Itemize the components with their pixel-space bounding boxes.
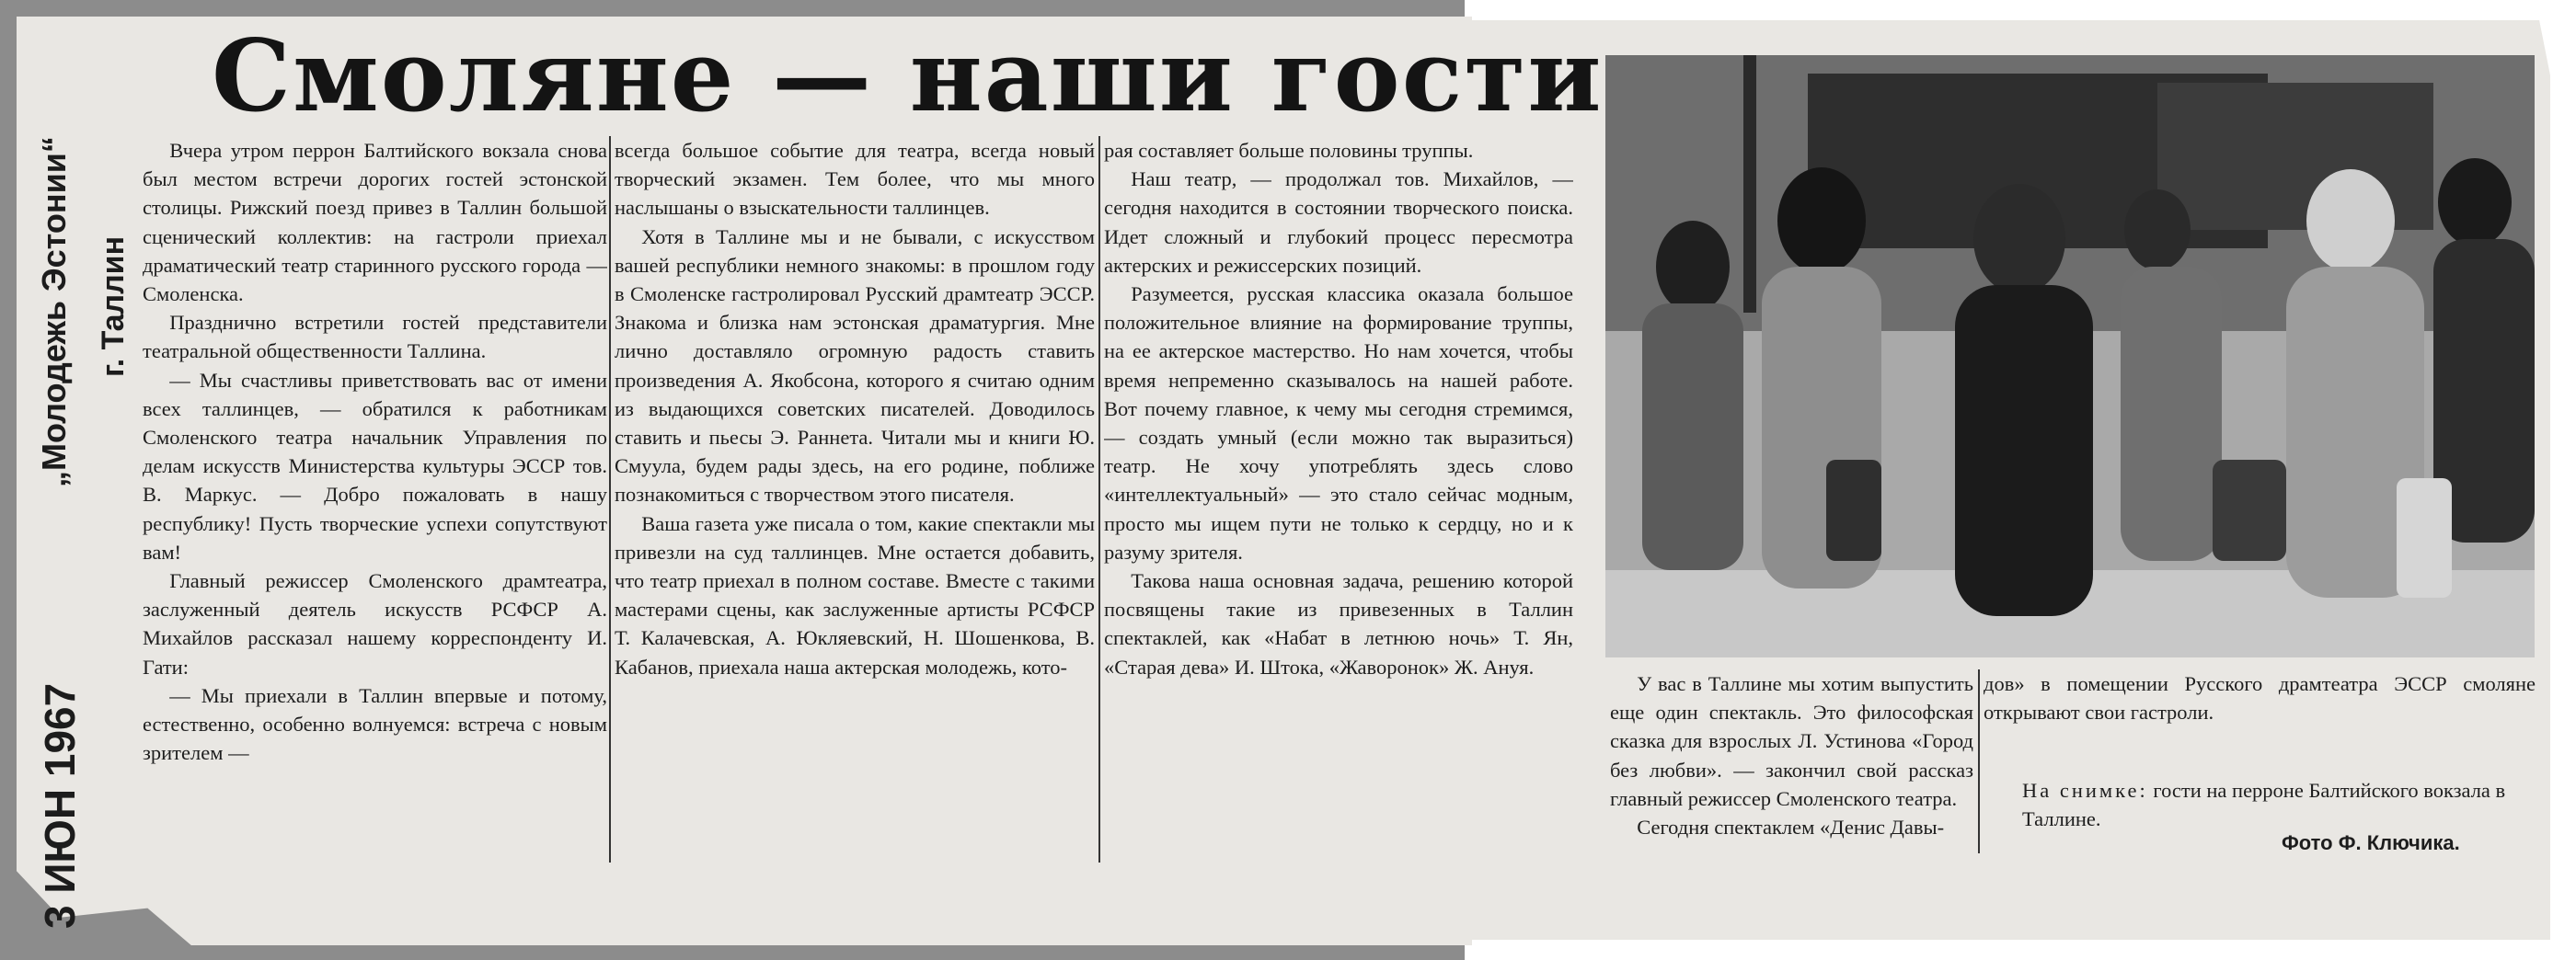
newspaper-name: „Молодежь Эстонии“ bbox=[35, 136, 73, 487]
article-column-4 bbox=[1610, 669, 1973, 853]
paragraph: дов» в помещении Русского драмтеатра ЭССР смоляне открывают свои гастроли. bbox=[1984, 672, 2536, 725]
photo-credit: Фото Ф. Ключика. bbox=[2282, 831, 2460, 854]
paragraph: всегда большое событие для театра, всегда новый творческий экзамен. Тем более, что мы много наслышаны о взыскательности таллинцев. bbox=[615, 139, 1095, 220]
paragraph: Ваша газета уже писала о том, какие спектакли мы привезли на суд таллинцев. Мне остается добавить, что театр приехал в полном составе. Вместе с такими мастерами сцены, как заслуженные артисты РСФСР Т. Калачевская, А. Юкляевский, Н. Шошенкова, В. Кабанов, приехала наша актерская молодежь, кото- bbox=[615, 511, 1095, 679]
paragraph: У вас в Таллине мы хотим выпустить еще один спектакль. Это философская сказка для взрослых Л. Устинова «Город без любви». — закончил свой рассказ главный режиссер Смоленского театра. bbox=[1610, 672, 1973, 810]
paragraph: — Мы приехали в Таллин впервые и потому, естественно, особенно волнуемся: встреча с новым зрителем — bbox=[143, 683, 607, 765]
caption-lead: На снимке: bbox=[2022, 779, 2148, 802]
paragraph: Разумеется, русская классика оказала большое положительное влияние на формирование труппы, на ее актерское мастерство. Но нам хочется, чтобы время непременно сказывалось на нашей работе. Вот почему главное, к чему мы сегодня стремимся, — создать умный (если можно так выразиться) театр. Не хочу употреблять здесь слово «интеллектуальный» — это стало сейчас модным, просто мы ищем пути не только к сердцу, но и к разуму зрителя. bbox=[1104, 282, 1573, 564]
paragraph: Главный режиссер Смоленского драмтеатра, заслуженный деятель искусств РСФСР А. Михайлов рассказал нашему корреспонденту И. Гати: bbox=[143, 569, 607, 679]
paragraph: рая составляет больше половины труппы. bbox=[1104, 139, 1474, 162]
city-label: г. Таллин bbox=[96, 235, 131, 377]
date-stamp: 3 ИЮН 1967 bbox=[36, 682, 84, 929]
paragraph: Наш театр, — продолжал тов. Михайлов, — сегодня находится в состоянии творческого поиска. Идет сложный и глубокий процесс пересмотра актерских и режиссерских позиций. bbox=[1104, 167, 1573, 277]
station-platform-photo bbox=[1605, 55, 2535, 657]
column-rule bbox=[1098, 136, 1100, 863]
paragraph: — Мы счастливы приветствовать вас от имени всех таллинцев, — обратился к работникам Смоленского театра начальник Управления по делам искусств Министерства культуры ЭССР тов. В. Маркус. — Добро пожаловать в нашу республику! Пусть творческие успехи сопутствуют вам! bbox=[143, 368, 607, 564]
paragraph: Вчера утром перрон Балтийского вокзала снова был местом встречи дорогих гостей эстонской столицы. Рижский поезд привез в Таллин большой сценический коллектив: на гастроли приехал драматический театр старинного русского города — Смоленска. bbox=[143, 139, 607, 306]
paragraph: Хотя в Таллине мы и не бывали, с искусством вашей республики немного знакомы: в прошлом году в Смоленске гастролировал Русский драмтеатр ЭССР. Знакома и близка нам эстонская драматургия. Мне лично доставляло огромную радость ставить произведения А. Якобсона, которого я считаю одним из выдающихся советских писателей. Доводилось ставить и пьесы Э. Раннета. Читали мы и книги Ю. Смуула, будем рады здесь, на его родине, поближе познакомиться с творчеством этого писателя. bbox=[615, 224, 1095, 507]
article-column-3 bbox=[1104, 136, 1573, 857]
photo-caption bbox=[2022, 776, 2537, 833]
column-rule bbox=[609, 136, 611, 863]
paragraph: Празднично встретили гостей представители театральной общественности Таллина. bbox=[143, 311, 607, 363]
paragraph: Сегодня спектаклем «Денис Давы- bbox=[1637, 816, 1945, 840]
photo-illustration bbox=[1605, 55, 2535, 657]
article-column-2 bbox=[615, 136, 1095, 857]
article-headline: Смоляне — наши гости bbox=[212, 18, 1604, 134]
caption-text: гости на перроне Балтийского вокзала в Таллине. bbox=[2022, 779, 2506, 831]
paragraph: Такова наша основная задача, решению которой посвящены такие из привезенных в Таллин спектаклей, как «Набат в летнюю ночь» Т. Ян, «Старая дева» И. Штока, «Жаворонок» Ж. Ануя. bbox=[1104, 569, 1573, 679]
column-rule bbox=[1978, 669, 1980, 853]
article-column-1 bbox=[143, 136, 607, 857]
